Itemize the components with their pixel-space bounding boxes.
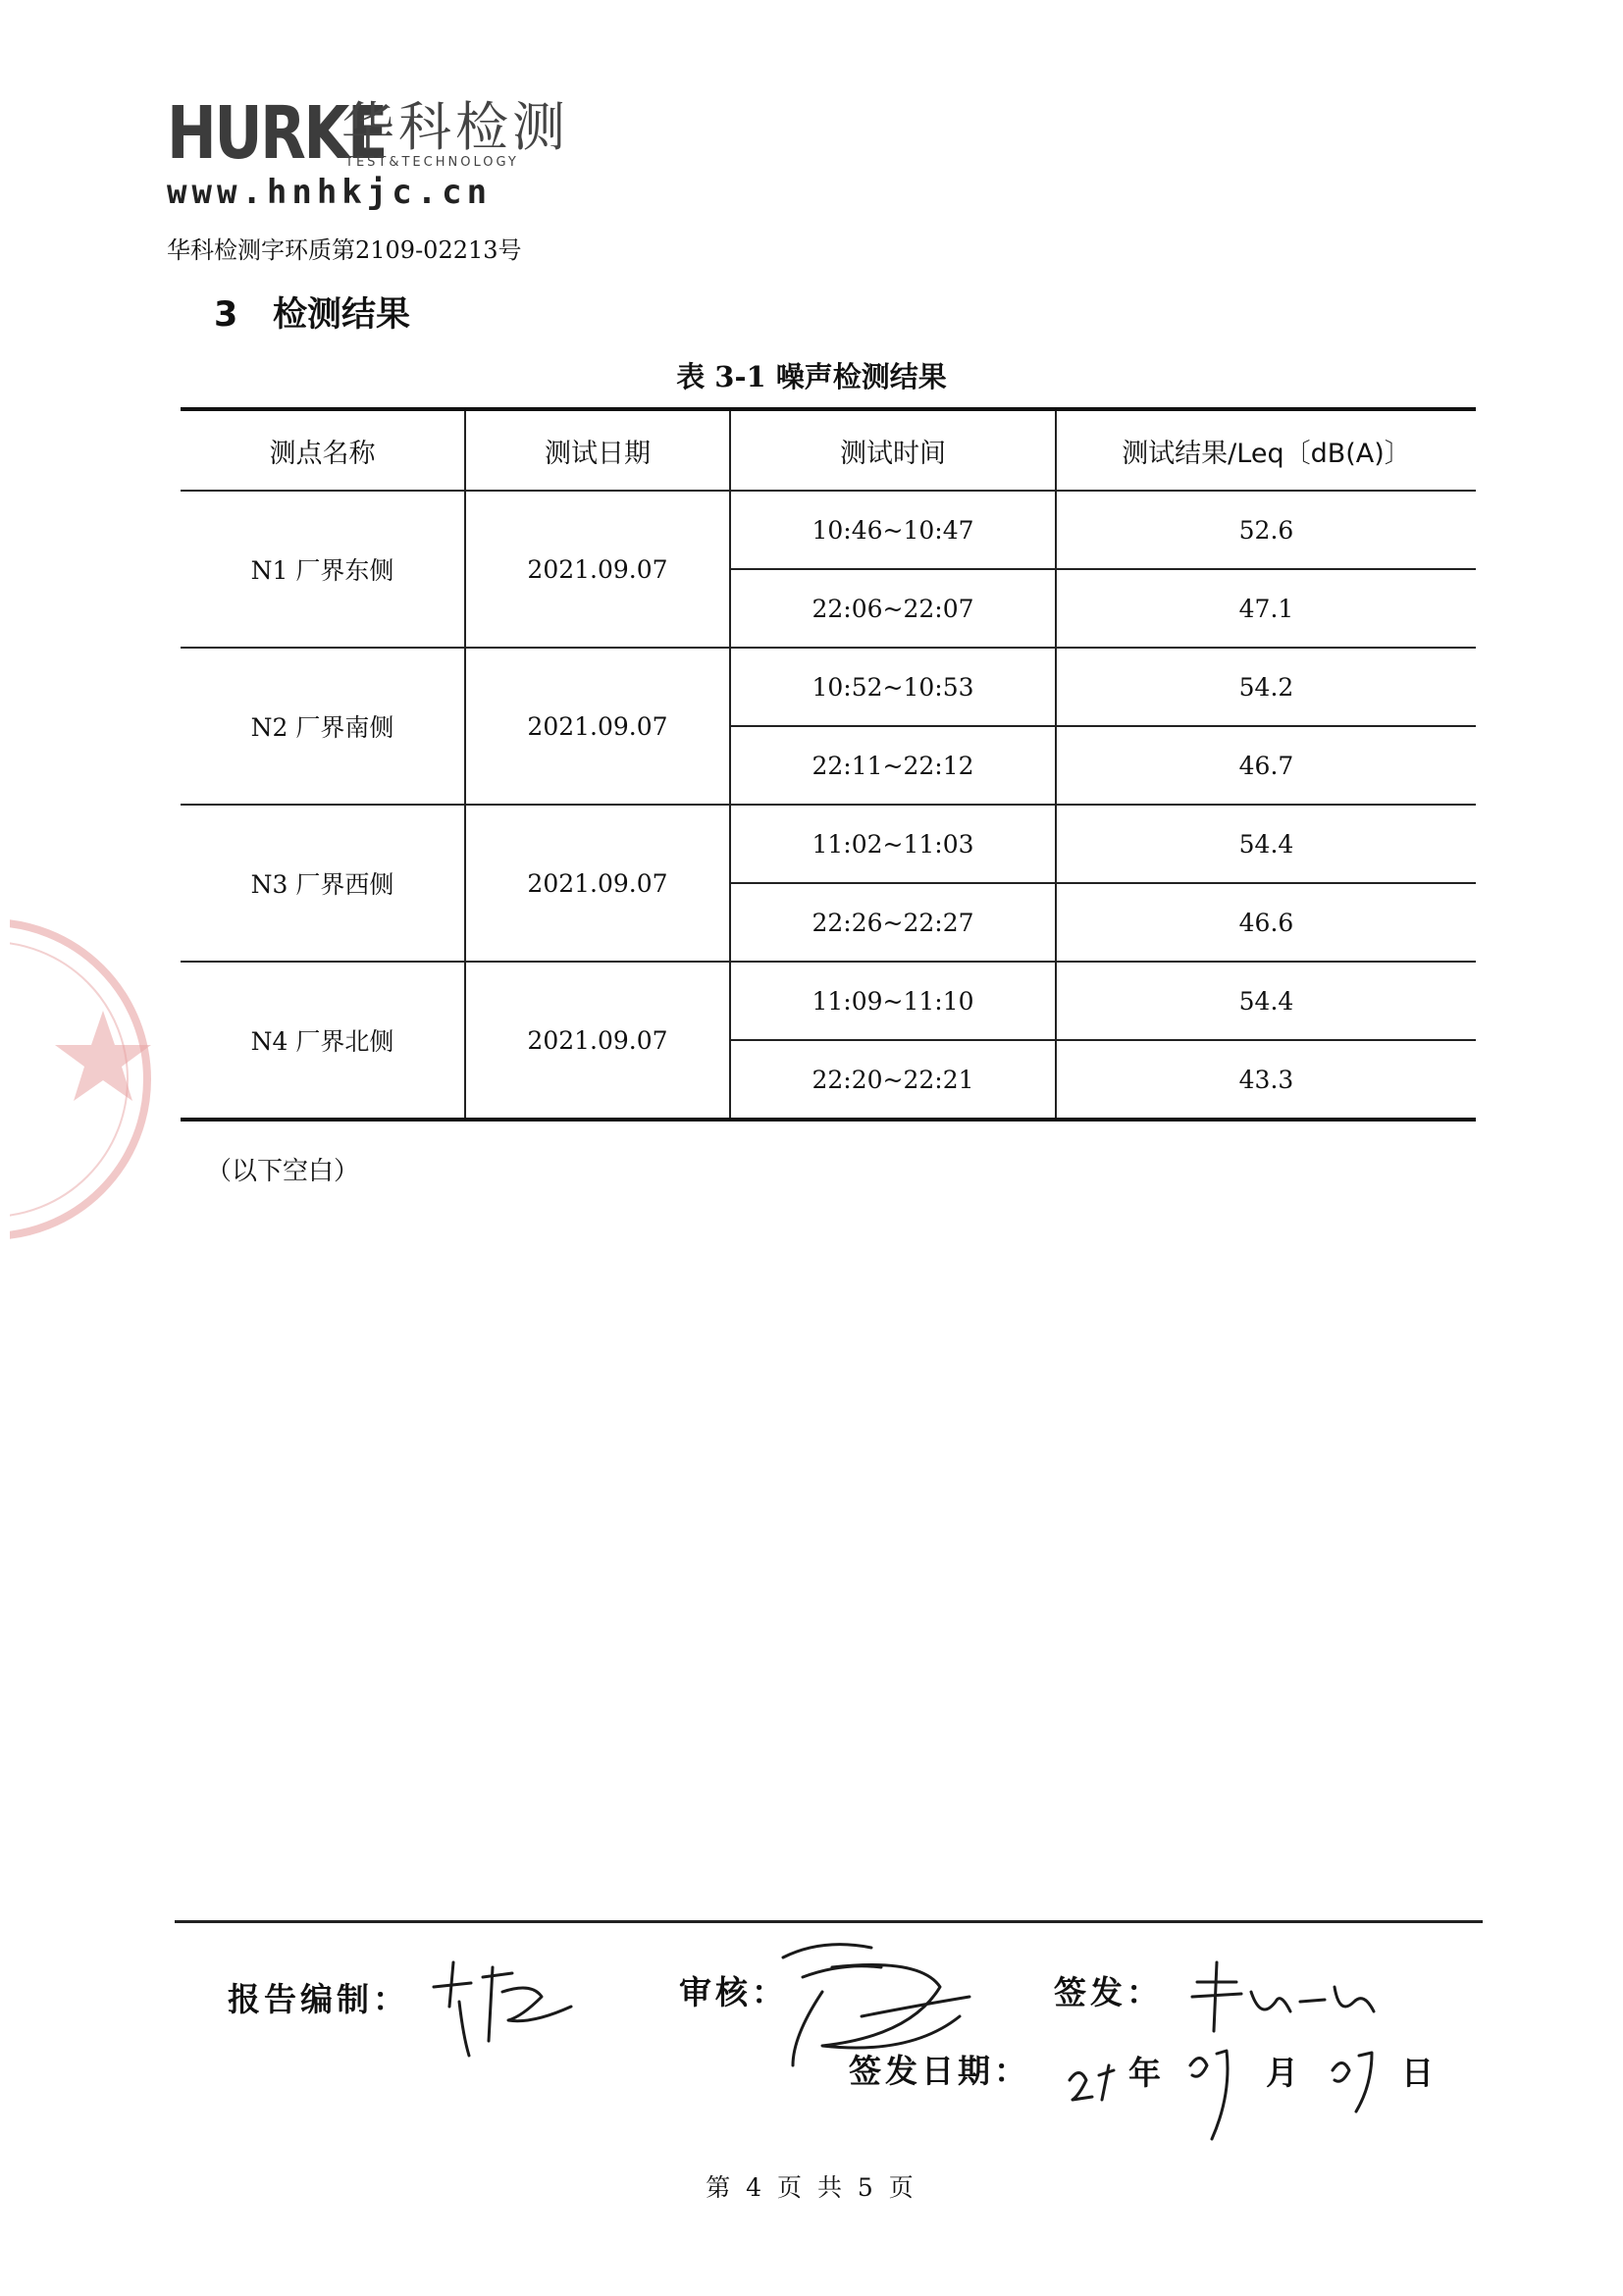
cell-test-time: 22:26~22:27: [730, 883, 1056, 962]
cell-test-time: 22:11~22:12: [730, 726, 1056, 805]
cell-test-result: 54.2: [1056, 648, 1476, 726]
cell-test-time: 10:52~10:53: [730, 648, 1056, 726]
section-heading: [214, 287, 410, 337]
official-seal-stamp: [10, 903, 157, 1256]
table-row: [181, 648, 1476, 726]
cell-point-name: N4 厂界北侧: [181, 962, 465, 1120]
cell-test-result: 43.3: [1056, 1040, 1476, 1120]
cell-test-result: 54.4: [1056, 962, 1476, 1040]
cell-test-result: 52.6: [1056, 491, 1476, 569]
company-logo: [167, 91, 579, 212]
cell-test-result: 46.6: [1056, 883, 1476, 962]
prepared-by-label: 报告编制：: [228, 1980, 409, 2018]
page-number: 第 4 页 共 5 页: [706, 2173, 917, 2202]
cell-test-date: 2021.09.07: [465, 491, 730, 648]
date-month-label: 月: [1266, 2054, 1298, 2092]
cell-test-time: 10:46~10:47: [730, 491, 1056, 569]
company-website: www.hnhkjc.cn: [167, 173, 493, 212]
header-test-time: 测试时间: [730, 409, 1056, 491]
prepared-by-signature: [424, 1948, 581, 2075]
issue-signature: [1182, 1953, 1388, 2041]
issue-month-handwritten: [1182, 2036, 1241, 2144]
review-label: 审核：: [679, 1973, 788, 2011]
cell-point-name: N1 厂界东侧: [181, 491, 465, 648]
cell-test-time: 11:02~11:03: [730, 805, 1056, 883]
cell-test-result: 54.4: [1056, 805, 1476, 883]
issue-date-label: 签发日期：: [849, 2052, 1030, 2090]
cell-test-result: 47.1: [1056, 569, 1476, 648]
cell-point-name: N2 厂界南侧: [181, 648, 465, 805]
table-row: [181, 962, 1476, 1040]
table-row: [181, 805, 1476, 883]
table-header-row: [181, 409, 1476, 491]
section-number: 3: [214, 295, 238, 335]
cell-test-time: 22:06~22:07: [730, 569, 1056, 648]
header-point-name: 测点名称: [181, 409, 465, 491]
cell-test-time: 22:20~22:21: [730, 1040, 1056, 1120]
header-test-result: 测试结果/Leq〔dB(A)〕: [1056, 409, 1476, 491]
date-year-label: 年: [1128, 2054, 1161, 2092]
logo-mark: HURKE: [167, 91, 386, 176]
section-title: 检测结果: [273, 295, 411, 335]
cell-test-date: 2021.09.07: [465, 805, 730, 962]
noise-results-table: [181, 407, 1476, 1122]
logo-tagline: TEST&TECHNOLOGY: [345, 155, 519, 170]
issue-year-handwritten: [1065, 2046, 1124, 2105]
cell-test-date: 2021.09.07: [465, 962, 730, 1120]
issue-day-handwritten: [1325, 2041, 1384, 2119]
cell-point-name: N3 厂界西侧: [181, 805, 465, 962]
header-test-date: 测试日期: [465, 409, 730, 491]
blank-below-note: （以下空白）: [206, 1157, 360, 1186]
logo-name: 华科检测: [341, 96, 569, 158]
report-number: 华科检测字环质第2109-02213号: [167, 236, 522, 264]
cell-test-date: 2021.09.07: [465, 648, 730, 805]
table-row: [181, 491, 1476, 569]
cell-test-time: 11:09~11:10: [730, 962, 1056, 1040]
footer-divider: [175, 1920, 1483, 1923]
table-caption: 表 3-1 噪声检测结果: [676, 360, 947, 393]
issue-label: 签发：: [1054, 1973, 1163, 2011]
cell-test-result: 46.7: [1056, 726, 1476, 805]
date-day-label: 日: [1401, 2054, 1434, 2092]
